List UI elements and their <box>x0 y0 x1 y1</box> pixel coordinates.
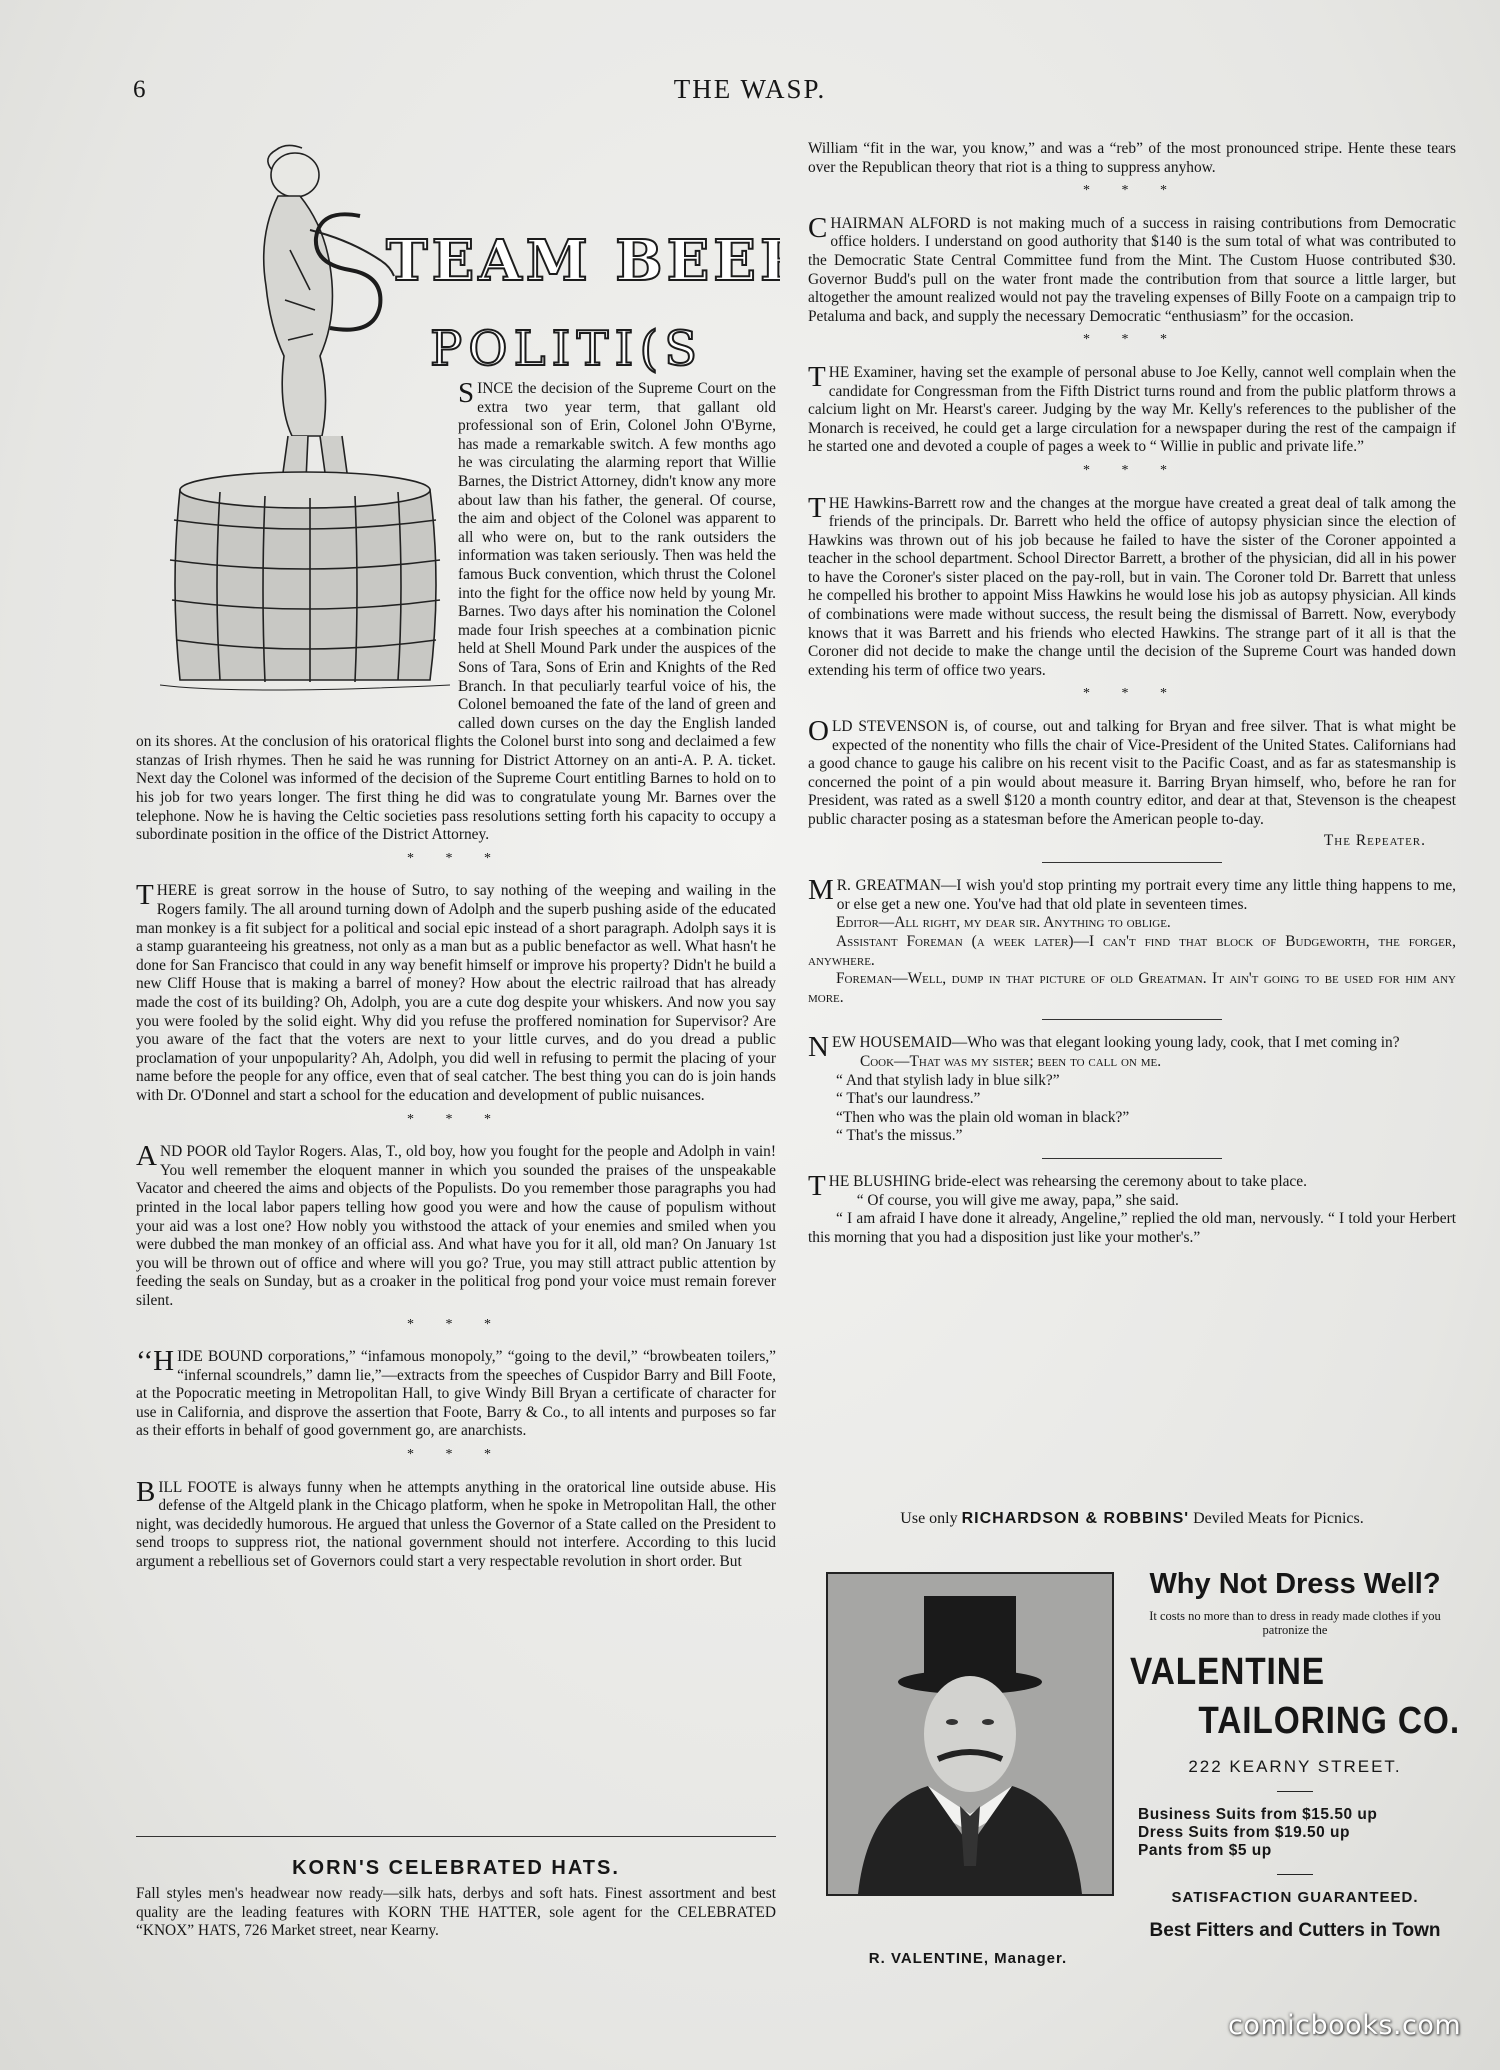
joke-line: “ That's the missus.” <box>836 1127 963 1145</box>
ad-subline: It costs no more than to dress in ready made clothes if you patronize the <box>1149 1609 1441 1637</box>
article-paragraph <box>136 1345 776 1441</box>
column-divider <box>136 1836 776 1837</box>
drop-cap: T <box>808 360 826 393</box>
page-number: 6 <box>133 76 146 103</box>
drop-cap: M <box>808 874 834 907</box>
drop-cap: C <box>808 211 828 244</box>
joke-line: Foreman—Well, dump in that picture of old Greatman. It ain't going to be used for him any more. <box>808 970 1456 1006</box>
joke-line: Assistant Foreman (a week later)—I can't find that block of Budgeworth, the forger, anywhere. <box>808 932 1456 969</box>
price-line: Business Suits from $15.50 up <box>1138 1806 1378 1823</box>
drop-cap: ‘‘H <box>136 1345 175 1378</box>
joke-line: Editor—All right, my dear sir. Anything to oblige. <box>836 914 1171 932</box>
article-paragraph <box>808 491 1456 681</box>
section-stars: * * * <box>1083 462 1181 478</box>
ad-company-line-2: TAILORING CO. <box>1198 1700 1460 1742</box>
korn-ad-title: KORN'S CELEBRATED HATS. <box>292 1857 620 1879</box>
section-stars: * * * <box>407 1111 505 1127</box>
source-watermark: comicbooks.com <box>1228 2010 1462 2041</box>
joke-line: “ Of course, you will give me away, papa,” she said. <box>856 1191 1179 1209</box>
ad-rule <box>1277 1791 1313 1792</box>
section-stars: * * * <box>407 1316 505 1332</box>
ad-tagline: Best Fitters and Cutters in Town <box>1149 1920 1441 1941</box>
drop-cap: T <box>136 879 154 912</box>
paragraph-text: INCE the decision of the Supreme Court on the extra two year term, that gallant old professional son of Erin, Colonel John O'Byrne, has made a remarkable switch. A few months ago he was circulating the alarming report that Willie Barnes, the District Attorney, didn't know any more about law than his father, the general. Of course, the aim and object of the Colonel was apparent to all who were on, but to the rank outsiders the information was taken seriously. Then was held the famous Buck convention, which thrust the Colonel into the fight for the office now held by young Mr. Barnes. Two days after his nomination the Colonel made four Irish speeches at a combination picnic held at Shell Mound Park under the auspices of the Sons of Tara, Sons of Erin and Knights of the Red Branch. In that peculiarly tearful voice of his, the Colonel bemoaned the fate of the land of green and called down curses on the day the English landed on its shores. At the conclusion of his oratorical flights the Colonel burst into song and declaimed a few stanzas of Irish rhymes. Then he said he was running for District Attorney on an anti-A. P. A. ticket. Next day the Colonel was informed of the decision of the Supreme Court entitling Barnes to hold on to his job for two years longer. The first thing he did was to congratulate young Mr. Barnes over the telephone. Now he is having the Celtic societies pass resolutions setting forth his capacity to occupy a subordinate position in the office of the District Attorney. <box>136 380 776 844</box>
section-stars: * * * <box>407 1447 505 1463</box>
title-line-2: POLITI(S <box>430 321 704 377</box>
article-paragraph <box>808 211 1456 327</box>
left-column <box>136 377 776 1572</box>
paragraph-text: IDE BOUND corporations,” “infamous monopoly,” “going to the devil,” “browbeaten toilers,” “infernal scoundrels,” damn lie,”—extracts from the speeches of Cuspidor Barry and Bill Foote, at the Popocratic meeting in Metropolitan Hall, to give Windy Bill Bryan a certificate of character for use in California, and disprove the assertion that Foote, Barry & Co., to all intents and purposes so far as their efforts in behalf of good government go, are anarchists. <box>136 1348 776 1440</box>
drop-cap: A <box>136 1140 157 1173</box>
paragraph-text: HE Hawkins-Barrett row and the changes at the morgue have created a great deal of talk among the friends of the principals. Dr. Barrett who held the office of autopsy physician since the election of Hawkins was thrown out of his job because he failed to have the sister of the Coroner appointed a teacher in the school department. School Director Barrett, a brother of the physician, did all in his power to have the Coroner's sister placed on the pay-roll, but in vain. The Coroner told Dr. Barrett that unless he compelled his brother to appoint Miss Hawkins he would lose his job as autopsy physician. All kinds of combinations were made without success, the result being the dismissal of Barrett. Now, everybody knows that it was Barrett and his friends who elected Hawkins. The strange part of it all is that the Coroner did not decide to make the change until the decision of the Supreme Court was handed down extending his term of office two years. <box>808 494 1456 679</box>
article-paragraph <box>136 879 776 1105</box>
drop-cap: O <box>808 715 829 748</box>
ad-prices <box>1130 1806 1460 1860</box>
ad-company-line-1: VALENTINE <box>1130 1651 1325 1693</box>
valentine-ad <box>1130 1568 1460 1942</box>
valentine-portrait <box>826 1572 1114 1896</box>
portrait-caption: R. VALENTINE, Manager. <box>868 1950 1068 1967</box>
ad-address: 222 KEARNY STREET. <box>1188 1757 1402 1776</box>
article-paragraph: William “fit in the war, you know,” and was a “reb” of the most pronounced stripe. Hente these tears over the Republican theory that riot is a thing to suppress anyhow. <box>808 140 1456 176</box>
ad-headline: Why Not Dress Well? <box>1149 1568 1441 1600</box>
paragraph-text: HE Examiner, having set the example of personal abuse to Joe Kelly, cannot well complain when the candidate for Congressman from the Fifth District turns round and from the public platform throws a calcium light on Mr. Hearst's career. Judging by the way Mr. Kelly's references to the publisher of the Monarch is received, he could get a large circulation for a newspaper during the rest of the campaign if he started one and devoted a couple of pages a week to “ Willie in public and private life.” <box>808 363 1456 456</box>
article-paragraph <box>808 715 1456 830</box>
paragraph-text: EW HOUSEMAID—Who was that elegant looking young lady, cook, that I met coming in? <box>831 1034 1400 1052</box>
paragraph-text: HERE is great sorrow in the house of Sutro, to say nothing of the weeping and wailing in the Rogers family. The all around turning down of Adolph and the superb pushing aside of the educated man monkey is a fit subject for a political and social epic instead of a short paragraph. Adolph says it is a stamp guaranteeing his greatness, not only as a man but as a public benefactor as well. What hasn't he done for San Francisco that could in any way benefit himself or improve his property? Didn't he build a new Cliff House that is making a barrel of money? How about the electric railroad that has already made the cost of its building? Oh, Adolph, you are a cute dog despite your whiskers. And now you say you were fooled by the solid eight. Why did you refuse the proffered nomination for Supervisor? Are you aware of the fact that the voters are next to your little curves, and do you dread a public proclamation of your unpopularity? Ah, Adolph, you did well in refusing to permit the placing of your name before the people for any office, even that of seal catcher. The best thing you can do is join hands with Dr. O'Donnel and start a school for the education and development of public nuisances. <box>136 882 776 1104</box>
title-art-lettering <box>300 200 780 390</box>
paragraph-text: HAIRMAN ALFORD is not making much of a success in raising contributions from Democratic office holders. I understand on good authority that $140 is the sum total of what was contributed to the Democratic State Central Committee fund from the Mint. The Custom Huose contributed $30. Governor Budd's pull on the water front made the contribution from that source a little larger, but altogether the amount realized would not pay the traveling expenses of Billy Foote on a campaign trip to Petaluma and back, and supply the necessary Democratic “enthusiasm” for the occasion. <box>808 214 1456 325</box>
short-rule <box>1042 862 1222 863</box>
drop-cap: N <box>808 1031 829 1064</box>
short-rule <box>1042 1158 1222 1159</box>
short-rule <box>1042 1019 1222 1020</box>
masthead: THE WASP. <box>673 74 827 104</box>
rr-brand: RICHARDSON & ROBBINS' <box>961 1510 1190 1527</box>
section-stars: * * * <box>1083 332 1181 348</box>
drop-cap: B <box>136 1475 156 1508</box>
paragraph-text: ILL FOOTE is always funny when he attempts anything in the oratorical line outside abuse. His defense of the Altgeld plank in the Chicago platform, when he spoke in Metropolitan Hall, the other night, was decidedly humorous. He argued that unless the Governor of a State called on the President to send troops to suppress riot, the national government should not interfere. According to this lucid argument a rebellious set of Governors could start a very respectable revolution in short order. But <box>136 1478 776 1571</box>
article-paragraph <box>136 1140 776 1310</box>
article-paragraph <box>808 360 1456 457</box>
joke-line: “ And that stylish lady in blue silk?” <box>836 1071 1060 1089</box>
joke-line: “Then who was the plain old woman in black?” <box>836 1108 1130 1126</box>
joke-line: “ I am afraid I have done it already, Angeline,” replied the old man, nervously. “ I told your Herbert this morning that you had a disposition just like your mother's.” <box>808 1210 1456 1246</box>
price-line: Pants from $5 up <box>1138 1842 1272 1859</box>
section-stars: * * * <box>1083 183 1181 199</box>
drop-cap: T <box>808 1169 826 1202</box>
title-art <box>300 200 780 390</box>
korn-ad-body: Fall styles men's headwear now ready—silk hats, derbys and soft hats. Finest assortment and best quality are the leading features with KORN THE HATTER, sole agent for the CELEBRATED “KNOX” HATS, 726 Market street, near Kearny. <box>136 1885 776 1940</box>
drop-cap: T <box>808 491 826 524</box>
richardson-robbins-ad <box>808 1510 1456 1528</box>
signature: The Repeater. <box>1323 831 1426 849</box>
rr-post: Deviled Meats for Picnics. <box>1193 1510 1364 1527</box>
article-paragraph <box>136 1475 776 1572</box>
paragraph-text: R. GREATMAN—I wish you'd stop printing my portrait every time any little thing happens to me, or else get a new one. You've had that old plate in seventeen times. <box>836 877 1456 913</box>
ad-guarantee: SATISFACTION GUARANTEED. <box>1171 1889 1419 1906</box>
section-stars: * * * <box>1083 686 1181 702</box>
drop-cap: S <box>458 377 475 409</box>
ad-rule <box>1277 1874 1313 1875</box>
paragraph-text: ND POOR old Taylor Rogers. Alas, T., old boy, how you fought for the people and Adolph in vain! You well remember the eloquent manner in which you sounded the praises of the unspeakable Vacator and cheered the aims and objects of the Populists. Do you remember those paragraphs you had printed in the local labor papers telling how good you were and how the cause of populism without your aid was a lost one? How nobly you withstood the attack of your enemies and smiled when you were dubbed the man monkey of an official ass. And what have you for it all, old man? On January 1st you will be thrown out of office and where will you go? True, you may still attract public attention by feeding the seals on Sunday, but as a croaker in the political frog pond your voice must remain forever silent. <box>136 1143 776 1309</box>
joke-line <box>808 874 1456 914</box>
portrait-drawing <box>828 1574 1112 1894</box>
joke-line: Cook—That was my sister; been to call on me. <box>859 1052 1162 1070</box>
right-column <box>808 140 1456 1247</box>
section-stars: * * * <box>407 850 505 866</box>
paragraph-text: LD STEVENSON is, of course, out and talking for Bryan and free silver. That is what might be expected of the nonentity who fills the chair of Vice-President of the United States. Californians had a good chance to gauge his calibre on his recent visit to the Pacific Coast, and as far as statesmanship is concerned the point of a pin would about measure it. Barring Bryan himself, who, before he ran for President, was rated as a swell $120 a month country editor, and dear at that, Stevenson is the cheapest public character posing as a statesman before the American people to-day. <box>808 718 1456 828</box>
joke-line: “ That's our laundress.” <box>836 1090 981 1108</box>
price-line: Dress Suits from $19.50 up <box>1138 1824 1350 1841</box>
title-line-1: TEAM BEER <box>386 228 780 294</box>
paragraph-text: HE BLUSHING bride-elect was rehearsing the ceremony about to take place. <box>828 1172 1307 1190</box>
rr-pre: Use only <box>900 1510 958 1527</box>
illustration-wrap <box>136 380 458 715</box>
